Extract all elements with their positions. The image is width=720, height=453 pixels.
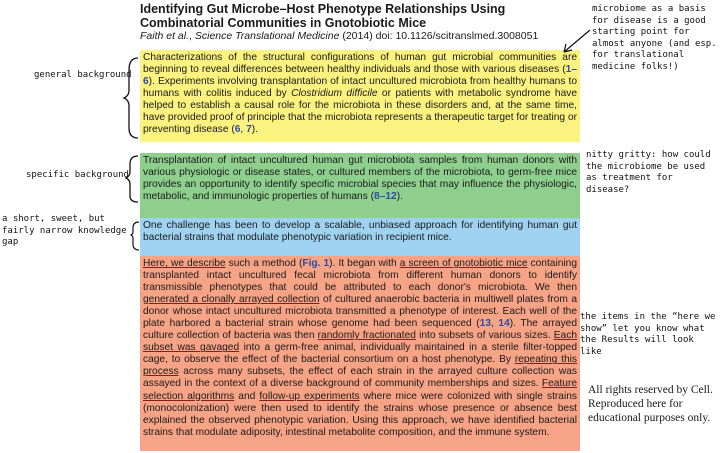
here-we-show-text: such a method ( (225, 258, 303, 269)
knowledge-gap-bracket (131, 222, 139, 250)
here-we-show-text: into a germ-free animal, individually maintained in a sterile filter-topped cage, to observe the effect of the bacterial consortium on a host phenotype. By (143, 342, 577, 366)
underlined-phrase: Feature selection algorithms (143, 378, 577, 402)
paper-title: Identifying Gut Microbe–Host Phenotype Relationships Using Combinatorial Communities in Gnotobiotic Mice (140, 2, 506, 30)
general-background-text: ). (251, 124, 258, 136)
here-we-show-text: and (234, 390, 260, 402)
underlined-phrase: Each subset was gavaged (143, 330, 577, 354)
figure-link[interactable]: Fig. 1 (302, 258, 330, 269)
here-we-show-text: across many subsets, the effect of each strain in the arrayed culture collection was assayed in the context of a diverse background of community memberships and sizes. (143, 366, 577, 390)
paper-citation: Faith et al., Science Translational Medicine (2014) doi: 10.1126/scitranslmed.3008051 (140, 30, 539, 42)
here-we-show-text: of cultured anaerobic bacteria in multiwell plates from a donor whose intact uncultured microbiota transmitted a phenotype of interest. Each well of the plate harbored a bacterial strain whose genome had been sequenced ( (143, 294, 577, 330)
annotation-microbiome-note: microbiome as a basis for disease is a good starting point for almost anyone (and esp. for translational medicine folks!) (592, 4, 717, 72)
here-we-show-block (140, 256, 580, 451)
specific-background-block (140, 153, 580, 219)
underlined-phrase: a screen of gnotobiotic mice (399, 258, 528, 269)
specific-background-text: ). (396, 191, 403, 203)
here-we-show-text: ). It began with (329, 258, 400, 269)
annotation-knowledge-gap: a short, sweet, but fairly narrow knowledge gap (2, 214, 127, 247)
reference-link[interactable]: 1–6 (143, 64, 577, 88)
reference-link[interactable]: 6 (234, 124, 241, 136)
citation-authors: Faith et al. (140, 30, 190, 42)
general-background-text: ). Experiments involving transplantation of intact uncultured microbiota from healthy humans to humans with colitis induced by (143, 76, 577, 100)
knowledge-gap-block (140, 218, 580, 256)
reference-link[interactable]: 13 (479, 318, 492, 330)
underlined-phrase: generated a clonally arrayed collection (143, 294, 320, 306)
underlined-phrase: follow-up experiments (259, 390, 360, 402)
here-we-show-text: containing transplanted intact uncultured fecal microbiota from different human donors to identify transmissible phenotypes that could be attributed to each donor's microbiota. We then (143, 258, 577, 294)
here-we-show-text: ). The arrayed culture collection of bacteria was then (143, 318, 577, 342)
general-background-block (140, 50, 580, 142)
underlined-phrase: repeating this process (143, 354, 577, 378)
general-background-text: Characterizations of the structural configurations of human gut microbial communities are beginning to reveal differences between healthy individuals and those with various diseases ( (143, 52, 577, 76)
knowledge-gap-text: One challenge has been to develop a scalable, unbiased approach for identifying human gut bacterial strains that modulate phenotypic variation in recipient mice. (143, 220, 577, 244)
copyright-notice: All rights reserved by Cell. Reproduced here for educational purposes only. (588, 384, 713, 424)
reference-link[interactable]: 8–12 (374, 191, 397, 203)
separator: , (491, 318, 499, 330)
here-we-describe-phrase: Here, we describe (143, 258, 226, 269)
annotation-nitty-gritty: nitty gritty: how could the microbiome be used as treatment for disease? (586, 150, 711, 195)
reference-link[interactable]: 7 (246, 124, 252, 136)
annotation-specific-background: specific background (26, 170, 129, 180)
citation-year-doi: (2014) doi: 10.1126/scitranslmed.3008051 (342, 30, 539, 42)
specific-background-text: Transplantation of intact uncultured human gut microbiota samples from human donors with various physiologic or disease states, or cultured members of the microbiota, to germ-free mice provides an opportunity to identify specific microbial species that may influence the physiologic, metabolic, and immunologic properties of humans ( (143, 155, 577, 203)
annotation-here-we-show: the items in the “here we show” let you know what the Results will look like (580, 312, 716, 357)
species-name: Clostridium difficile (291, 88, 378, 100)
citation-journal: Science Translational Medicine (194, 30, 340, 42)
separator: , (240, 124, 247, 136)
underlined-phrase: randomly fractionated (317, 330, 416, 342)
here-we-show-text: where mice were colonized with single strains (monocolonization) were then used to identify the strains whose presence or absence best explained the observed phenotypic variation. Using this approach, we have identified bacterial strains that modulate adiposity, intestinal metabolite composition, and the immune system. (143, 390, 578, 438)
here-we-show-text: into subsets of various sizes. (415, 330, 554, 342)
general-background-text: or patients with metabolic syndrome have helped to establish a causal role for the microbiota in these disorders and, at the same time, have provided proof of principle that the microbiota represents a therapeutic target for treating or preventing disease ( (143, 88, 577, 136)
reference-link[interactable]: 14 (498, 318, 510, 330)
annotation-general-background: general background (34, 70, 132, 80)
